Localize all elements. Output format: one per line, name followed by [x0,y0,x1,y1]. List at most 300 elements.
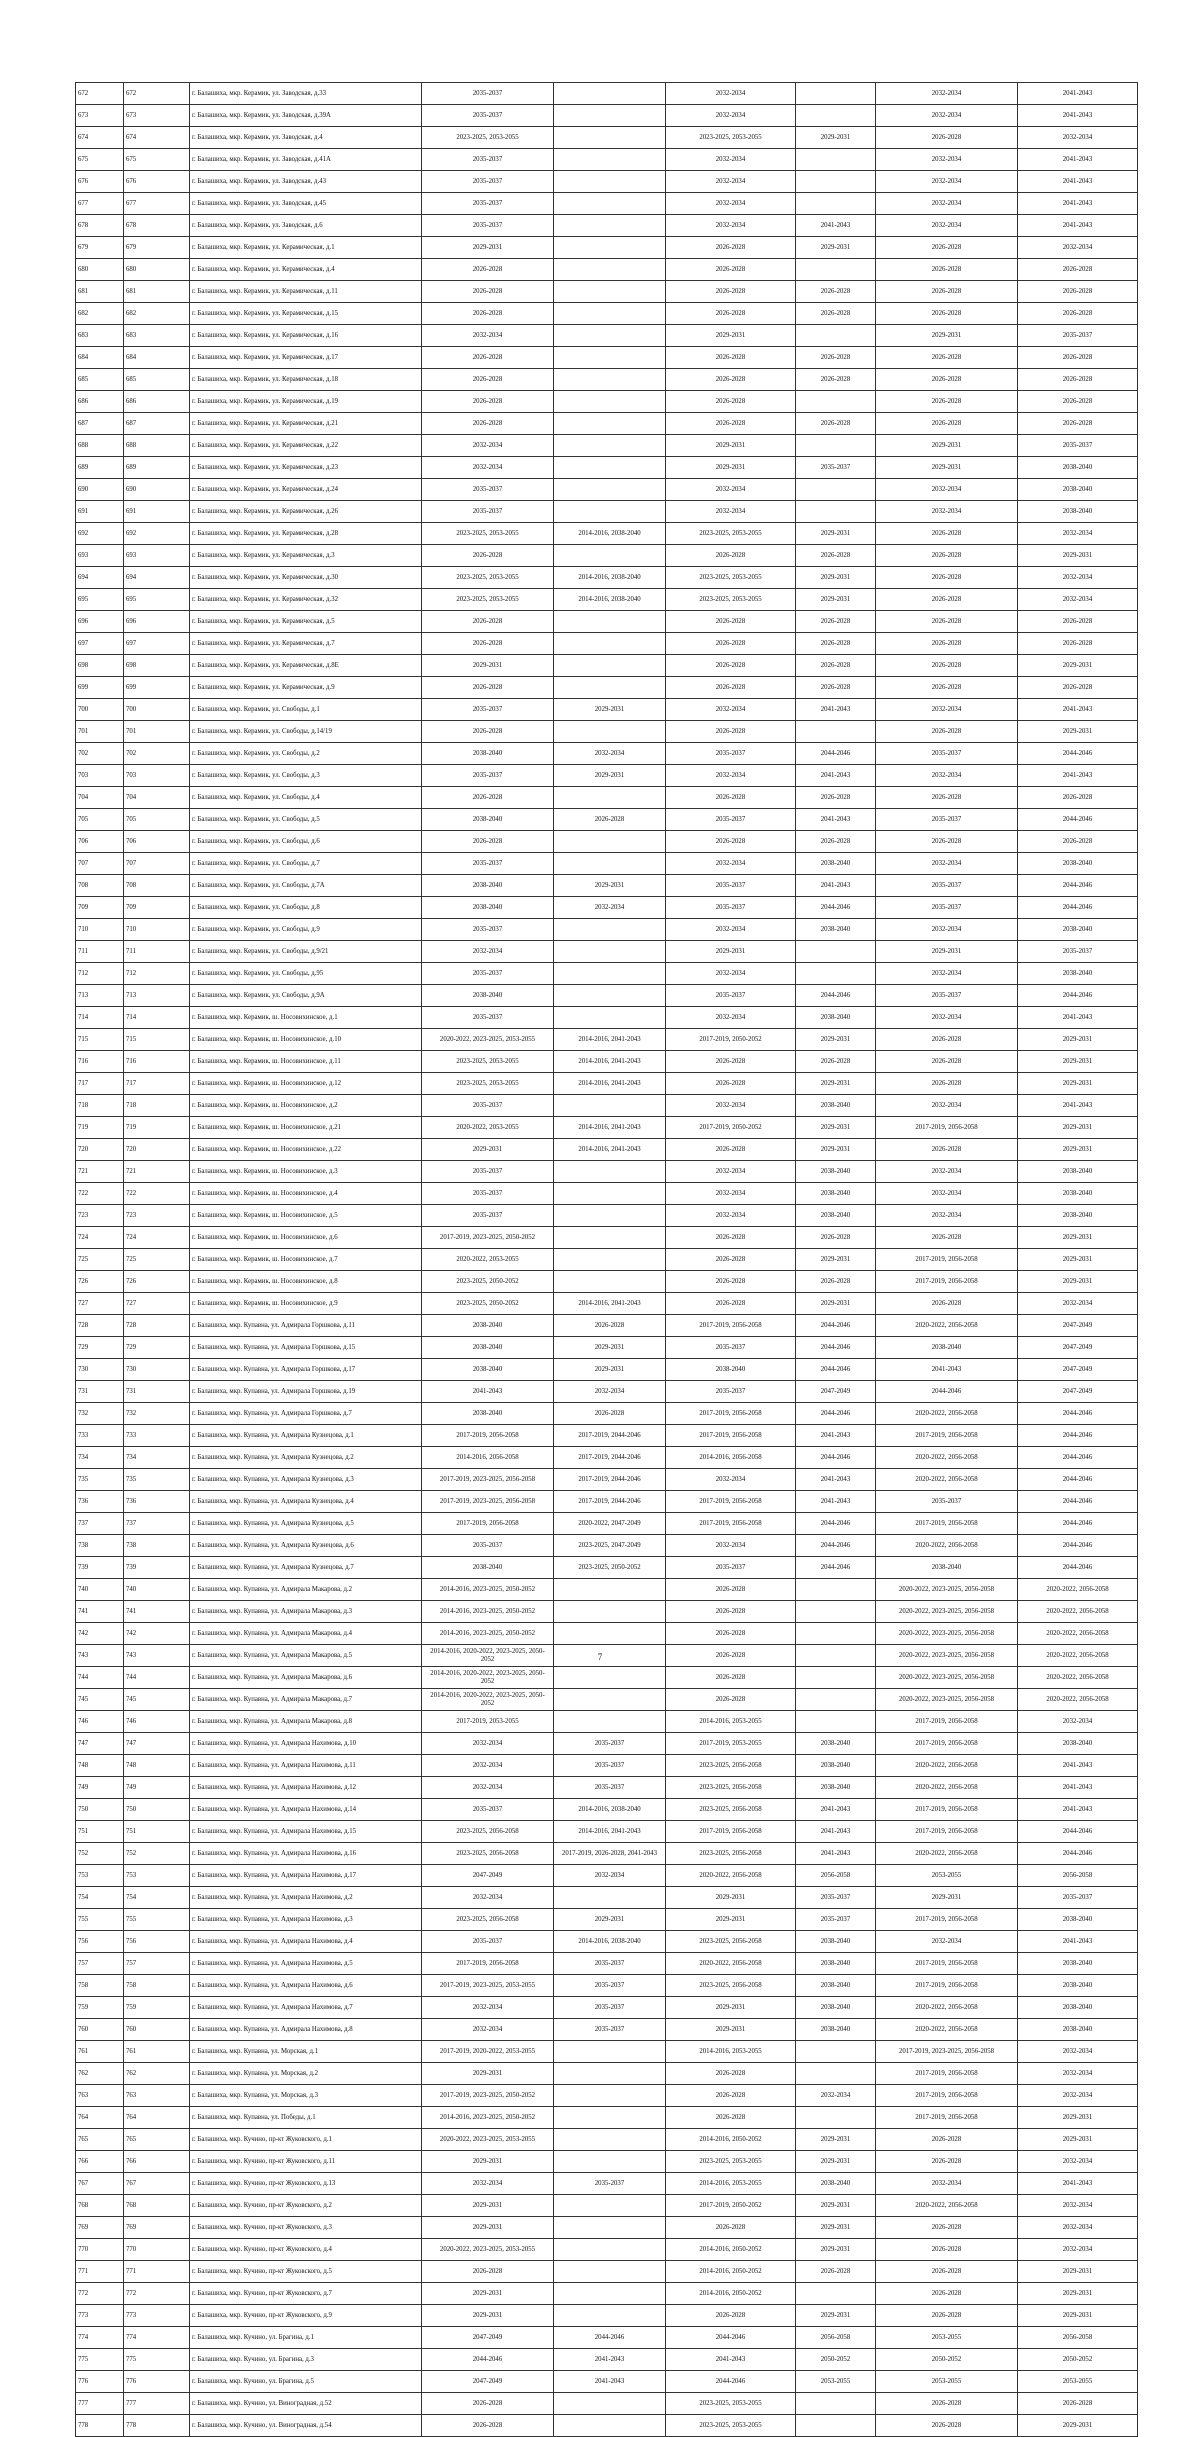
row-index-cell: 698 [76,655,124,677]
period-1-cell: 2017-2019, 2053-2055 [422,1711,554,1733]
period-4-cell: 2044-2046 [796,1535,876,1557]
period-2-cell [554,941,666,963]
period-4-cell: 2056-2058 [796,1865,876,1887]
period-5-cell: 2026-2028 [876,1051,1018,1073]
address-cell: г. Балашиха, мкр. Купавна, ул. Адмирала Нахимова, д.15 [190,1821,422,1843]
period-6-cell: 2044-2046 [1018,1403,1138,1425]
period-1-cell: 2026-2028 [422,721,554,743]
period-1-cell: 2035-2037 [422,1095,554,1117]
period-4-cell: 2026-2028 [796,633,876,655]
period-3-cell: 2026-2028 [666,1051,796,1073]
table-row [76,1887,1138,1909]
period-6-cell: 2041-2043 [1018,699,1138,721]
period-3-cell: 2023-2025, 2056-2058 [666,1843,796,1865]
period-6-cell: 2038-2040 [1018,1183,1138,1205]
period-1-cell: 2032-2034 [422,1887,554,1909]
period-5-cell: 2026-2028 [876,2393,1018,2415]
period-3-cell: 2041-2043 [666,2349,796,2371]
period-6-cell: 2038-2040 [1018,501,1138,523]
table-row [76,149,1138,171]
table-row [76,1667,1138,1689]
period-6-cell: 2047-2049 [1018,1359,1138,1381]
address-cell: г. Балашиха, мкр. Купавна, ул. Морская, д.3 [190,2085,422,2107]
period-3-cell: 2026-2028 [666,677,796,699]
period-2-cell: 2035-2037 [554,2173,666,2195]
period-1-cell: 2026-2028 [422,347,554,369]
address-cell: г. Балашиха, мкр. Керамик, ул. Заводская, д.33 [190,83,422,105]
row-index-cell: 741 [76,1601,124,1623]
address-cell: г. Балашиха, мкр. Купавна, ул. Адмирала Нахимова, д.7 [190,1997,422,2019]
house-number-cell: 739 [124,1557,190,1579]
period-2-cell: 2035-2037 [554,1777,666,1799]
period-4-cell: 2044-2046 [796,985,876,1007]
address-cell: г. Балашиха, мкр. Керамик, ул. Керамическая, д.3 [190,545,422,567]
period-3-cell: 2035-2037 [666,1557,796,1579]
address-cell: г. Балашиха, мкр. Керамик, ул. Свободы, д.7 [190,853,422,875]
period-1-cell: 2017-2019, 2056-2058 [422,1953,554,1975]
period-5-cell: 2020-2022, 2023-2025, 2056-2058 [876,1645,1018,1667]
period-4-cell [796,941,876,963]
house-number-cell: 760 [124,2019,190,2041]
period-2-cell: 2014-2016, 2038-2040 [554,523,666,545]
period-5-cell: 2053-2055 [876,2371,1018,2393]
table-row [76,589,1138,611]
document-sheet [75,82,1137,2437]
table-row [76,457,1138,479]
table-row [76,919,1138,941]
period-1-cell: 2014-2016, 2020-2022, 2023-2025, 2050-2052 [422,1689,554,1711]
period-6-cell: 2020-2022, 2056-2058 [1018,1645,1138,1667]
period-3-cell: 2032-2034 [666,83,796,105]
period-6-cell: 2047-2049 [1018,1337,1138,1359]
period-2-cell [554,545,666,567]
house-number-cell: 764 [124,2107,190,2129]
period-2-cell: 2044-2046 [554,2327,666,2349]
table-row [76,765,1138,787]
row-index-cell: 700 [76,699,124,721]
period-4-cell: 2026-2028 [796,303,876,325]
period-1-cell: 2014-2016, 2023-2025, 2050-2052 [422,2107,554,2129]
period-2-cell [554,2305,666,2327]
period-6-cell: 2038-2040 [1018,1975,1138,1997]
row-index-cell: 747 [76,1733,124,1755]
house-number-cell: 762 [124,2063,190,2085]
house-number-cell: 746 [124,1711,190,1733]
table-row [76,2261,1138,2283]
period-3-cell: 2029-2031 [666,1887,796,1909]
period-1-cell: 2035-2037 [422,215,554,237]
house-number-cell: 733 [124,1425,190,1447]
period-1-cell: 2038-2040 [422,1557,554,1579]
house-number-cell: 718 [124,1095,190,1117]
table-row [76,1227,1138,1249]
period-1-cell: 2020-2022, 2023-2025, 2053-2055 [422,1029,554,1051]
address-cell: г. Балашиха, мкр. Купавна, ул. Адмирала Макарова, д.2 [190,1579,422,1601]
period-6-cell: 2047-2049 [1018,1381,1138,1403]
period-2-cell [554,281,666,303]
period-3-cell: 2032-2034 [666,853,796,875]
period-6-cell: 2029-2031 [1018,545,1138,567]
period-2-cell: 2032-2034 [554,1381,666,1403]
period-2-cell: 2032-2034 [554,743,666,765]
house-number-cell: 715 [124,1029,190,1051]
period-6-cell: 2026-2028 [1018,611,1138,633]
period-3-cell: 2017-2019, 2056-2058 [666,1425,796,1447]
period-4-cell: 2026-2028 [796,281,876,303]
house-number-cell: 700 [124,699,190,721]
period-6-cell: 2032-2034 [1018,589,1138,611]
period-3-cell: 2026-2028 [666,2085,796,2107]
house-number-cell: 763 [124,2085,190,2107]
period-3-cell: 2017-2019, 2056-2058 [666,1403,796,1425]
house-number-cell: 682 [124,303,190,325]
period-6-cell: 2041-2043 [1018,1799,1138,1821]
period-2-cell [554,2151,666,2173]
period-5-cell: 2032-2034 [876,83,1018,105]
table-row [76,633,1138,655]
house-number-cell: 751 [124,1821,190,1843]
period-4-cell: 2041-2043 [796,1821,876,1843]
period-5-cell: 2026-2028 [876,303,1018,325]
address-cell: г. Балашиха, мкр. Керамик, ш. Носовихинское, д.3 [190,1161,422,1183]
period-6-cell: 2056-2058 [1018,2327,1138,2349]
period-1-cell: 2038-2040 [422,897,554,919]
period-2-cell [554,963,666,985]
period-6-cell: 2044-2046 [1018,1491,1138,1513]
address-cell: г. Балашиха, мкр. Керамик, ул. Заводская, д.45 [190,193,422,215]
period-6-cell: 2026-2028 [1018,281,1138,303]
period-6-cell: 2029-2031 [1018,2415,1138,2437]
period-1-cell: 2020-2022, 2023-2025, 2053-2055 [422,2239,554,2261]
period-6-cell: 2047-2049 [1018,1315,1138,1337]
period-3-cell: 2035-2037 [666,1337,796,1359]
period-3-cell: 2017-2019, 2050-2052 [666,1117,796,1139]
house-number-cell: 748 [124,1755,190,1777]
period-2-cell: 2032-2034 [554,1865,666,1887]
period-6-cell: 2026-2028 [1018,369,1138,391]
house-number-cell: 727 [124,1293,190,1315]
period-3-cell: 2026-2028 [666,831,796,853]
address-cell: г. Балашиха, мкр. Керамик, ул. Керамическая, д.9 [190,677,422,699]
table-row [76,743,1138,765]
address-cell: г. Балашиха, мкр. Керамик, ш. Носовихинское, д.9 [190,1293,422,1315]
house-number-cell: 768 [124,2195,190,2217]
period-6-cell: 2041-2043 [1018,1007,1138,1029]
period-5-cell: 2035-2037 [876,985,1018,1007]
period-4-cell [796,325,876,347]
address-cell: г. Балашиха, мкр. Керамик, ш. Носовихинское, д.4 [190,1183,422,1205]
period-4-cell: 2044-2046 [796,1403,876,1425]
row-index-cell: 729 [76,1337,124,1359]
period-4-cell: 2050-2052 [796,2349,876,2371]
period-1-cell: 2026-2028 [422,787,554,809]
address-cell: г. Балашиха, мкр. Кучино, пр-кт Жуковского, д.5 [190,2261,422,2283]
period-3-cell: 2017-2019, 2056-2058 [666,1491,796,1513]
period-2-cell [554,2261,666,2283]
period-2-cell: 2035-2037 [554,1975,666,1997]
period-6-cell: 2032-2034 [1018,1293,1138,1315]
period-5-cell: 2017-2019, 2056-2058 [876,1117,1018,1139]
period-5-cell: 2026-2028 [876,1227,1018,1249]
period-6-cell: 2053-2055 [1018,2371,1138,2393]
period-4-cell: 2038-2040 [796,2173,876,2195]
house-number-cell: 776 [124,2371,190,2393]
period-2-cell [554,2283,666,2305]
period-1-cell: 2026-2028 [422,2393,554,2415]
period-1-cell: 2026-2028 [422,831,554,853]
period-1-cell: 2035-2037 [422,1183,554,1205]
period-4-cell: 2026-2028 [796,369,876,391]
period-2-cell [554,369,666,391]
period-2-cell [554,193,666,215]
period-5-cell: 2017-2019, 2056-2058 [876,1711,1018,1733]
row-index-cell: 686 [76,391,124,413]
period-2-cell: 2014-2016, 2041-2043 [554,1293,666,1315]
period-2-cell [554,1887,666,1909]
address-cell: г. Балашиха, мкр. Керамик, ул. Свободы, д.9А [190,985,422,1007]
address-cell: г. Балашиха, мкр. Кучино, пр-кт Жуковского, д.11 [190,2151,422,2173]
house-number-cell: 771 [124,2261,190,2283]
row-index-cell: 710 [76,919,124,941]
period-4-cell [796,1711,876,1733]
period-6-cell: 2044-2046 [1018,897,1138,919]
period-3-cell: 2032-2034 [666,171,796,193]
house-number-cell: 675 [124,149,190,171]
row-index-cell: 770 [76,2239,124,2261]
period-5-cell: 2032-2034 [876,1095,1018,1117]
table-row [76,83,1138,105]
table-row [76,2151,1138,2173]
row-index-cell: 707 [76,853,124,875]
period-5-cell: 2017-2019, 2023-2025, 2056-2058 [876,2041,1018,2063]
period-4-cell: 2038-2040 [796,1007,876,1029]
page-number: 7 [597,1652,603,1662]
house-number-cell: 766 [124,2151,190,2173]
period-5-cell: 2032-2034 [876,193,1018,215]
row-index-cell: 704 [76,787,124,809]
house-number-cell: 732 [124,1403,190,1425]
period-4-cell [796,259,876,281]
row-index-cell: 723 [76,1205,124,1227]
period-3-cell: 2026-2028 [666,303,796,325]
period-2-cell [554,1249,666,1271]
period-2-cell [554,149,666,171]
house-number-cell: 749 [124,1777,190,1799]
period-5-cell: 2032-2034 [876,479,1018,501]
period-1-cell: 2047-2049 [422,1865,554,1887]
period-3-cell: 2026-2028 [666,391,796,413]
house-number-cell: 744 [124,1667,190,1689]
house-number-cell: 755 [124,1909,190,1931]
row-index-cell: 730 [76,1359,124,1381]
period-6-cell: 2044-2046 [1018,1469,1138,1491]
period-1-cell: 2017-2019, 2056-2058 [422,1513,554,1535]
period-4-cell [796,479,876,501]
house-number-cell: 707 [124,853,190,875]
row-index-cell: 778 [76,2415,124,2437]
period-4-cell [796,2283,876,2305]
period-1-cell: 2026-2028 [422,2261,554,2283]
period-4-cell: 2038-2040 [796,1095,876,1117]
period-5-cell: 2041-2043 [876,1359,1018,1381]
period-4-cell: 2026-2028 [796,611,876,633]
period-2-cell [554,831,666,853]
period-2-cell: 2026-2028 [554,809,666,831]
period-4-cell: 2026-2028 [796,655,876,677]
house-number-cell: 747 [124,1733,190,1755]
address-cell: г. Балашиха, мкр. Купавна, ул. Адмирала Горшкова, д.19 [190,1381,422,1403]
address-cell: г. Балашиха, мкр. Керамик, ул. Свободы, д.5 [190,809,422,831]
period-5-cell: 2020-2022, 2056-2058 [876,1447,1018,1469]
period-1-cell: 2014-2016, 2023-2025, 2050-2052 [422,1601,554,1623]
period-1-cell: 2038-2040 [422,809,554,831]
period-2-cell: 2035-2037 [554,1953,666,1975]
period-1-cell: 2023-2025, 2056-2058 [422,1821,554,1843]
period-2-cell [554,215,666,237]
address-cell: г. Балашиха, мкр. Купавна, ул. Адмирала Горшкова, д.17 [190,1359,422,1381]
period-3-cell: 2023-2025, 2053-2055 [666,127,796,149]
table-row [76,853,1138,875]
period-5-cell: 2026-2028 [876,655,1018,677]
period-5-cell: 2026-2028 [876,2305,1018,2327]
period-2-cell [554,303,666,325]
address-cell: г. Балашиха, мкр. Керамик, ул. Керамическая, д.26 [190,501,422,523]
period-3-cell: 2032-2034 [666,1007,796,1029]
table-row [76,2129,1138,2151]
house-number-cell: 678 [124,215,190,237]
period-5-cell: 2026-2028 [876,2151,1018,2173]
period-3-cell: 2026-2028 [666,259,796,281]
period-3-cell: 2023-2025, 2053-2055 [666,2415,796,2437]
period-2-cell: 2014-2016, 2041-2043 [554,1029,666,1051]
table-row [76,171,1138,193]
period-4-cell [796,1579,876,1601]
address-cell: г. Балашиха, мкр. Купавна, ул. Адмирала Макарова, д.3 [190,1601,422,1623]
period-5-cell: 2026-2028 [876,2261,1018,2283]
address-cell: г. Балашиха, мкр. Кучино, пр-кт Жуковского, д.7 [190,2283,422,2305]
house-number-cell: 754 [124,1887,190,1909]
period-5-cell: 2032-2034 [876,1205,1018,1227]
address-cell: г. Балашиха, мкр. Купавна, ул. Адмирала Макарова, д.7 [190,1689,422,1711]
address-cell: г. Балашиха, мкр. Купавна, ул. Адмирала Нахимова, д.8 [190,2019,422,2041]
period-3-cell: 2020-2022, 2056-2058 [666,1953,796,1975]
period-1-cell: 2026-2028 [422,677,554,699]
house-number-cell: 699 [124,677,190,699]
period-4-cell: 2026-2028 [796,2261,876,2283]
address-cell: г. Балашиха, мкр. Керамик, ул. Заводская, д.43 [190,171,422,193]
period-1-cell: 2035-2037 [422,963,554,985]
period-5-cell: 2026-2028 [876,2129,1018,2151]
address-cell: г. Балашиха, мкр. Купавна, ул. Адмирала Кузнецова, д.5 [190,1513,422,1535]
period-4-cell: 2029-2031 [796,1139,876,1161]
period-3-cell: 2026-2028 [666,2107,796,2129]
period-2-cell [554,1623,666,1645]
period-6-cell: 2038-2040 [1018,1953,1138,1975]
address-cell: г. Балашиха, мкр. Купавна, ул. Адмирала Нахимова, д.2 [190,1887,422,1909]
address-cell: г. Балашиха, мкр. Керамик, ул. Керамическая, д.30 [190,567,422,589]
period-2-cell: 2017-2019, 2044-2046 [554,1425,666,1447]
period-1-cell: 2035-2037 [422,501,554,523]
house-number-cell: 769 [124,2217,190,2239]
period-1-cell: 2014-2016, 2023-2025, 2050-2052 [422,1623,554,1645]
address-cell: г. Балашиха, мкр. Керамик, ул. Керамическая, д.32 [190,589,422,611]
table-row [76,567,1138,589]
period-5-cell: 2029-2031 [876,457,1018,479]
period-1-cell: 2038-2040 [422,875,554,897]
period-5-cell: 2020-2022, 2056-2058 [876,2019,1018,2041]
period-4-cell: 2029-2031 [796,589,876,611]
address-cell: г. Балашиха, мкр. Керамик, ул. Керамическая, д.19 [190,391,422,413]
row-index-cell: 716 [76,1051,124,1073]
house-number-cell: 735 [124,1469,190,1491]
period-6-cell: 2029-2031 [1018,1249,1138,1271]
period-2-cell: 2017-2019, 2044-2046 [554,1469,666,1491]
house-number-cell: 756 [124,1931,190,1953]
period-5-cell: 2032-2034 [876,105,1018,127]
period-1-cell: 2023-2025, 2053-2055 [422,127,554,149]
address-cell: г. Балашиха, мкр. Купавна, ул. Адмирала Нахимова, д.14 [190,1799,422,1821]
period-5-cell: 2026-2028 [876,347,1018,369]
row-index-cell: 743 [76,1645,124,1667]
period-1-cell: 2032-2034 [422,941,554,963]
row-index-cell: 769 [76,2217,124,2239]
period-3-cell: 2032-2034 [666,919,796,941]
period-3-cell: 2023-2025, 2053-2055 [666,567,796,589]
period-5-cell: 2026-2028 [876,1073,1018,1095]
table-row [76,369,1138,391]
period-4-cell [796,2393,876,2415]
period-4-cell: 2038-2040 [796,2019,876,2041]
address-cell: г. Балашиха, мкр. Купавна, ул. Адмирала Кузнецова, д.6 [190,1535,422,1557]
period-5-cell: 2032-2034 [876,1931,1018,1953]
row-index-cell: 693 [76,545,124,567]
period-3-cell: 2026-2028 [666,2217,796,2239]
period-4-cell: 2038-2040 [796,1953,876,1975]
period-1-cell: 2032-2034 [422,435,554,457]
table-row [76,655,1138,677]
period-2-cell [554,1667,666,1689]
period-3-cell: 2014-2016, 2050-2052 [666,2129,796,2151]
row-index-cell: 777 [76,2393,124,2415]
period-2-cell: 2014-2016, 2041-2043 [554,1073,666,1095]
period-5-cell: 2020-2022, 2023-2025, 2056-2058 [876,1667,1018,1689]
address-cell: г. Балашиха, мкр. Керамик, ш. Носовихинское, д.8 [190,1271,422,1293]
period-4-cell: 2038-2040 [796,1733,876,1755]
period-4-cell: 2041-2043 [796,875,876,897]
table-body [76,83,1138,2437]
period-3-cell: 2029-2031 [666,2019,796,2041]
table-row [76,2041,1138,2063]
period-4-cell: 2038-2040 [796,1777,876,1799]
address-cell: г. Балашиха, мкр. Керамик, ул. Свободы, д.6 [190,831,422,853]
period-1-cell: 2017-2019, 2023-2025, 2053-2055 [422,1975,554,1997]
period-1-cell: 2023-2025, 2053-2055 [422,589,554,611]
period-2-cell: 2035-2037 [554,2019,666,2041]
period-2-cell: 2014-2016, 2038-2040 [554,1799,666,1821]
period-6-cell: 2026-2028 [1018,413,1138,435]
period-1-cell: 2026-2028 [422,303,554,325]
table-row [76,1777,1138,1799]
period-5-cell: 2038-2040 [876,1337,1018,1359]
table-row [76,1139,1138,1161]
house-number-cell: 721 [124,1161,190,1183]
table-row [76,1271,1138,1293]
period-1-cell: 2029-2031 [422,2063,554,2085]
address-cell: г. Балашиха, мкр. Купавна, ул. Адмирала Кузнецова, д.2 [190,1447,422,1469]
period-3-cell: 2035-2037 [666,743,796,765]
address-cell: г. Балашиха, мкр. Купавна, ул. Адмирала Кузнецова, д.3 [190,1469,422,1491]
period-2-cell: 2029-2031 [554,1337,666,1359]
